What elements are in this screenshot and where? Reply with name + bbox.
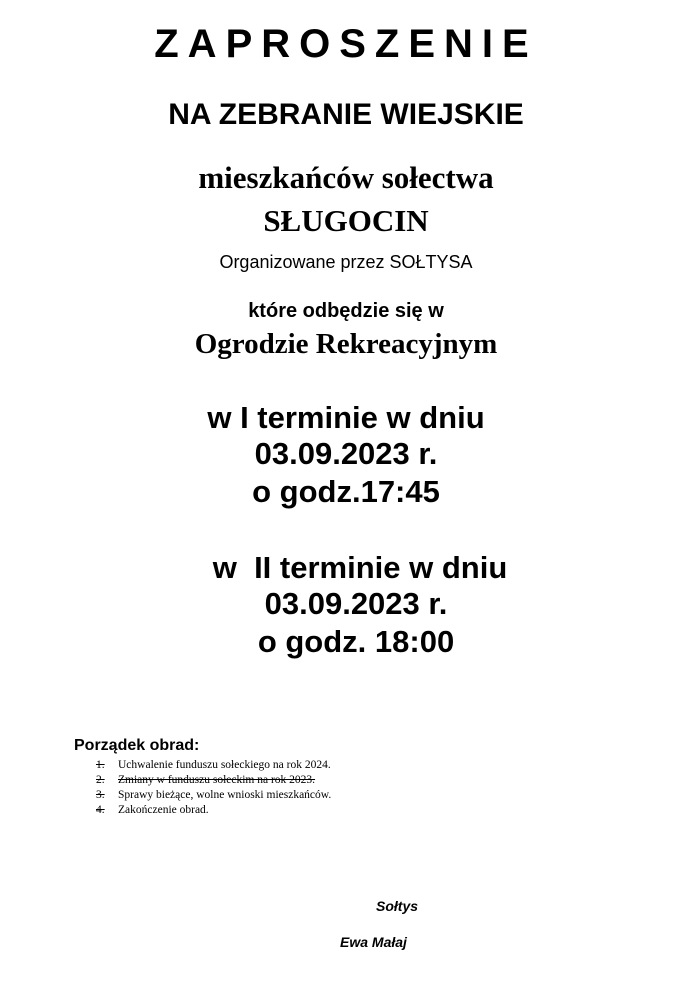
agenda-item-number: 3.	[96, 789, 105, 801]
signature-name: Ewa Małaj	[340, 934, 407, 950]
signature-role: Sołtys	[376, 898, 419, 914]
meeting-subtitle: NA ZEBRANIE WIEJSKIE	[168, 98, 524, 131]
venue-name: Ogrodzie Rekreacyjnym	[194, 328, 498, 360]
agenda-item-text: Zakończenie obrad.	[118, 804, 209, 816]
agenda-item-number: 4.	[96, 804, 105, 816]
second-term-label: w II terminie w dniu	[212, 550, 508, 585]
agenda-item	[96, 788, 331, 803]
agenda-item-number: 2.	[96, 774, 105, 786]
agenda-item-text: Uchwalenie funduszu sołeckiego na rok 2024.	[118, 759, 331, 771]
agenda-list	[96, 758, 331, 818]
organizer-line: Organizowane przez SOŁTYSA	[219, 252, 473, 272]
agenda-item-text: Zmiany w funduszu sołeckim na rok 2023.	[118, 774, 316, 786]
second-term-date: 03.09.2023 r.	[264, 586, 448, 621]
agenda-item	[96, 758, 331, 773]
venue-intro: które odbędzie się w	[248, 300, 444, 322]
first-term-label: w I terminie w dniu	[207, 400, 485, 435]
village-name: SŁUGOCIN	[263, 203, 429, 238]
agenda-item	[96, 803, 331, 818]
first-term-date: 03.09.2023 r.	[254, 436, 438, 471]
agenda-item-number: 1.	[96, 759, 105, 771]
residents-line: mieszkańców sołectwa	[198, 160, 494, 195]
agenda-item-text: Sprawy bieżące, wolne wnioski mieszkańców.	[118, 789, 332, 801]
first-term-time: o godz.17:45	[252, 474, 440, 509]
invitation-title: ZAPROSZENIE	[154, 22, 538, 66]
second-term-time: o godz. 18:00	[257, 624, 455, 659]
agenda-title: Porządek obrad:	[74, 737, 200, 754]
agenda-item	[96, 773, 331, 788]
